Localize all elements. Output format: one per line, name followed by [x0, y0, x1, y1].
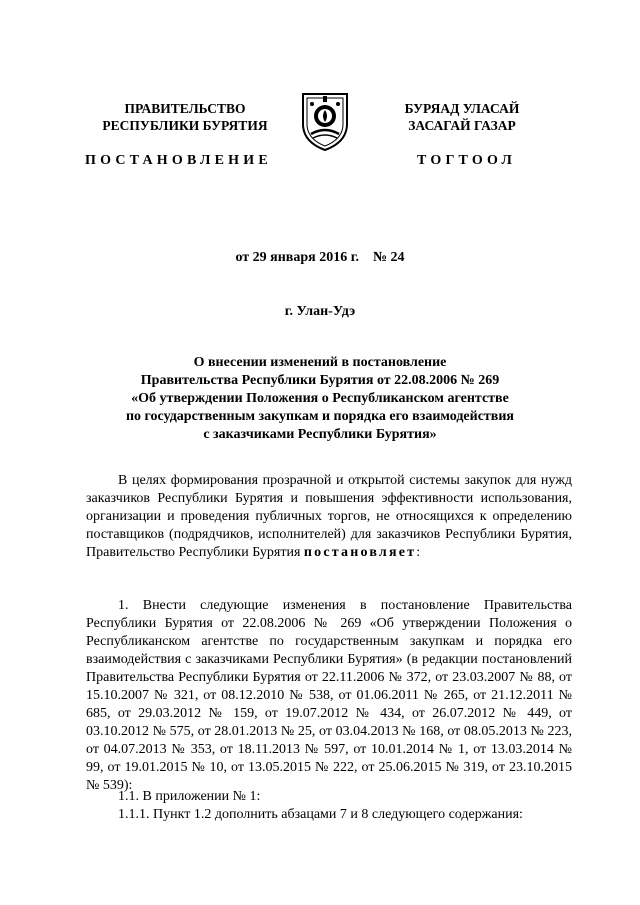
header-left-line1: ПРАВИТЕЛЬСТВО — [124, 101, 246, 116]
clause-1-paragraph — [86, 597, 572, 795]
doc-type-left: ПОСТАНОВЛЕНИЕ — [85, 153, 272, 168]
clause-1-1-1: 1.1.1. Пункт 1.2 дополнить абзацами 7 и 8 следующего содержания: — [118, 807, 523, 822]
clause-1-1: 1.1. В приложении № 1: — [118, 789, 261, 804]
header-right-line1: БУРЯАД УЛАСАЙ — [404, 101, 520, 116]
preamble-decree-word: постановляет — [303, 545, 417, 560]
title-line: О внесении изменений в постановление — [193, 355, 447, 370]
preamble-paragraph — [86, 472, 572, 562]
header-right — [352, 100, 572, 134]
title-line: с заказчиками Республики Бурятия» — [203, 427, 437, 442]
clause-1-text: 1. Внести следующие изменения в постановление Правительства Республики Бурятия от 22.08.2006 № 269 «Об утверждении Положения о Республиканском агентстве по государственным закупкам и порядка его взаимодействия с заказчиками Республики Бурятия» (в редакции постановлений Правительства Республики Бурятия от 22.11.2006 № 372, от 23.03.2007 № 88, от 15.10.2007 № 321, от 08.12.2010 № 538, от 01.06.2011 № 265, от 21.12.2011 № 685, от 29.03.2012 № 159, от 19.07.2012 № 434, от 26.07.2012 № 449, от 03.10.2012 № 575, от 28.01.2013 № 25, от 03.04.2013 № 168, от 08.05.2013 № 223, от 04.07.2013 № 353, от 18.11.2013 № 597, от 10.01.2014 № 1, от 13.03.2014 № 99, от 19.01.2015 № 10, от 13.05.2015 № 222, от 25.06.2015 № 319, от 23.10.2015 № 539): — [86, 598, 572, 793]
date-number-line: от 29 января 2016 г. № 24 — [235, 250, 405, 265]
preamble-tail: : — [416, 545, 421, 560]
preamble-text: В целях формирования прозрачной и открытой системы закупок для нужд заказчиков Республики Бурятия и повышения эффективности использования, организации и проведения публичных торгов, не относящихся к определению поставщиков (подрядчиков, исполнителей) для заказчиков Республики Бурятия, Правительство Республики Бурятия — [86, 473, 572, 560]
title-line: по государственным закупкам и порядка его взаимодействия — [125, 409, 514, 424]
city-line: г. Улан-Удэ — [284, 304, 356, 319]
document-title — [80, 354, 560, 444]
header-right-line2: ЗАСАГАЙ ГАЗАР — [408, 118, 516, 133]
header-left — [75, 100, 295, 134]
title-line: «Об утверждении Положения о Республиканском агентстве — [131, 391, 509, 406]
title-line: Правительства Республики Бурятия от 22.08.2006 № 269 — [140, 373, 500, 388]
doc-type-right: ТОГТООЛ — [417, 153, 517, 168]
coat-of-arms-icon — [297, 90, 353, 152]
header-left-line2: РЕСПУБЛИКИ БУРЯТИЯ — [102, 118, 268, 133]
